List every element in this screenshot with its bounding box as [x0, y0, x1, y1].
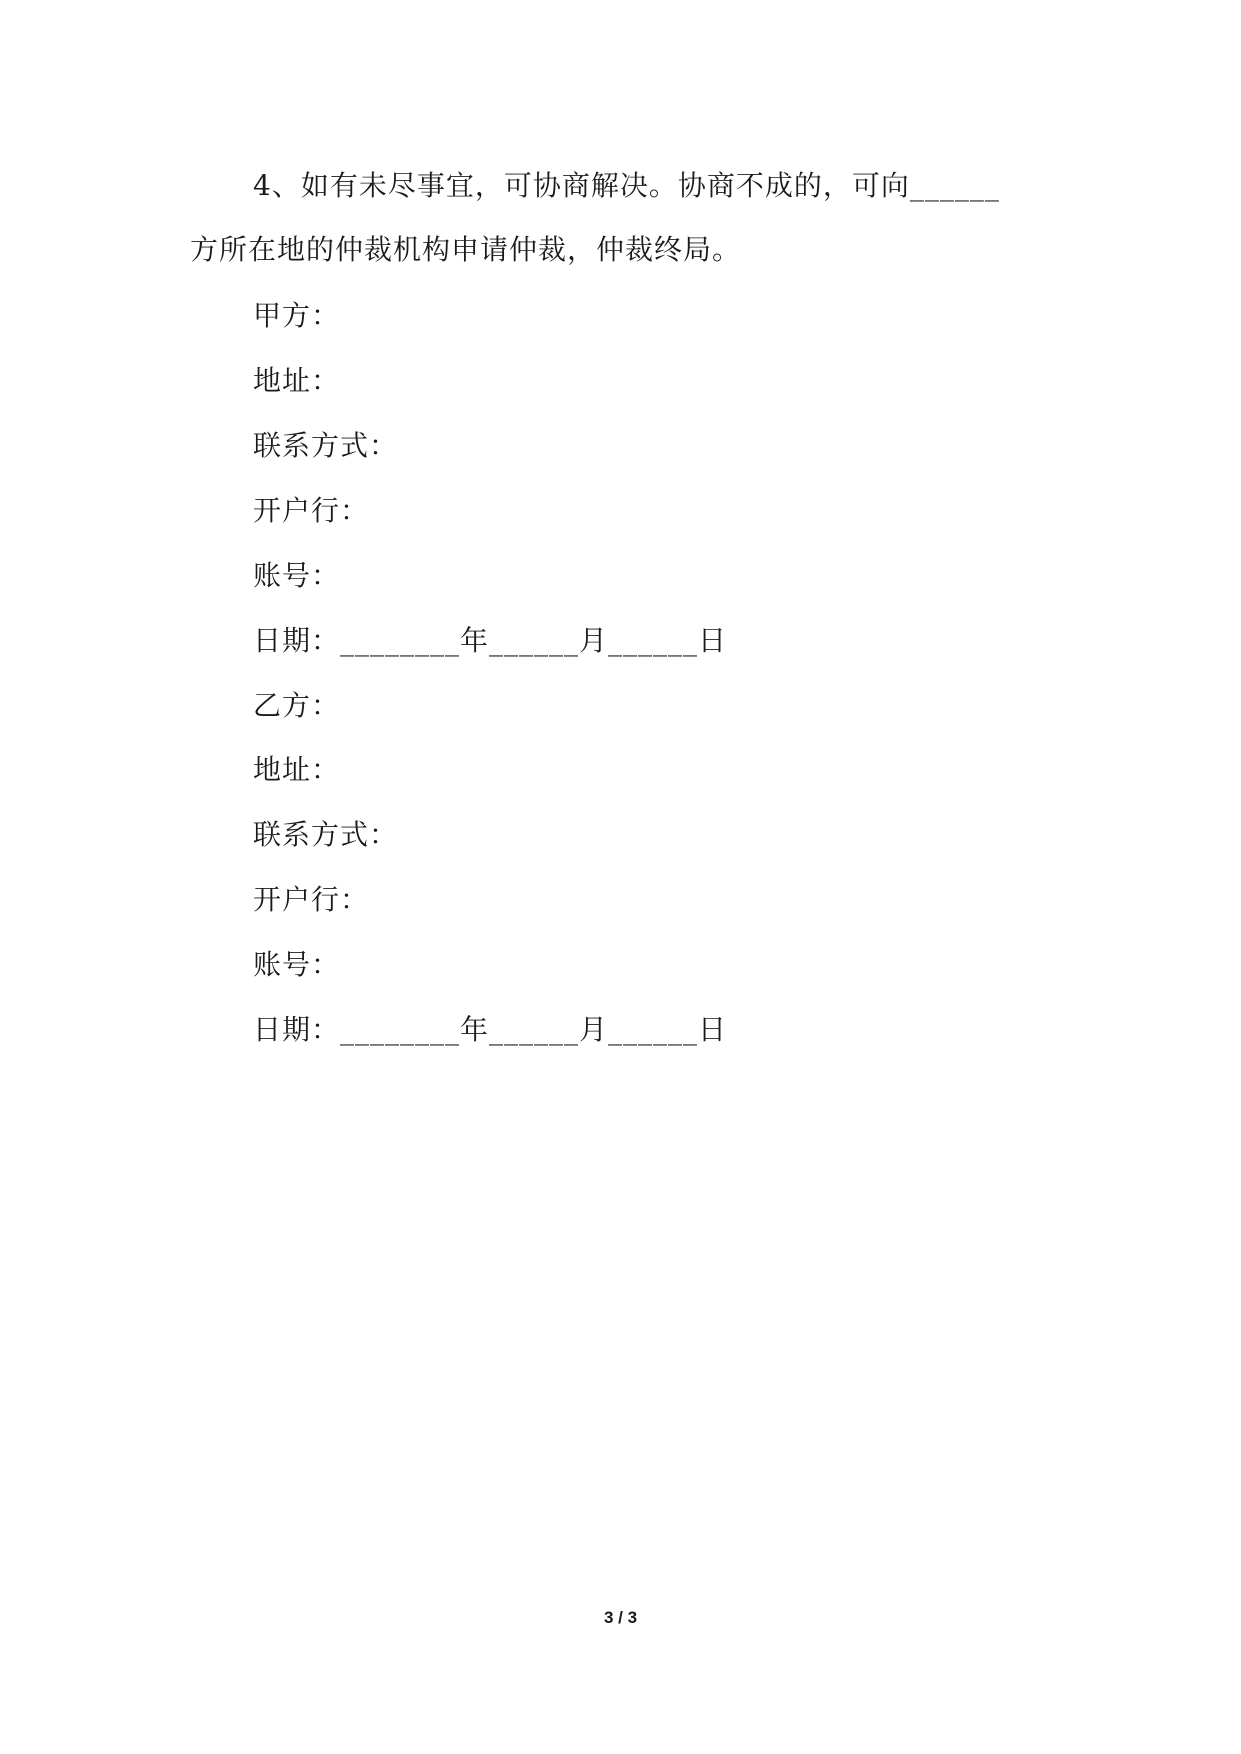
party-b-date-label: 日期：________年______月______日: [253, 1013, 728, 1046]
party-a-account-label: 账号：: [253, 559, 341, 592]
party-b-bank-label: 开户行：: [253, 883, 370, 916]
party-b-name-label: 乙方：: [253, 689, 341, 722]
clause-4-line-2: 方所在地的仲裁机构申请仲裁，仲裁终局。: [190, 233, 742, 266]
party-b-account-label: 账号：: [253, 948, 341, 981]
party-a-address-label: 地址：: [253, 364, 341, 397]
party-a-bank-label: 开户行：: [253, 494, 370, 527]
party-b-contact-label: 联系方式：: [253, 818, 399, 851]
page-number: 3 / 3: [603, 1608, 638, 1627]
clause-4-line-1: 4、如有未尽事宜，可协商解决。协商不成的，可向______: [253, 169, 1000, 202]
party-a-contact-label: 联系方式：: [253, 429, 399, 462]
party-a-name-label: 甲方：: [253, 299, 341, 332]
party-b-address-label: 地址：: [253, 753, 341, 786]
party-a-date-label: 日期：________年______月______日: [253, 624, 728, 657]
